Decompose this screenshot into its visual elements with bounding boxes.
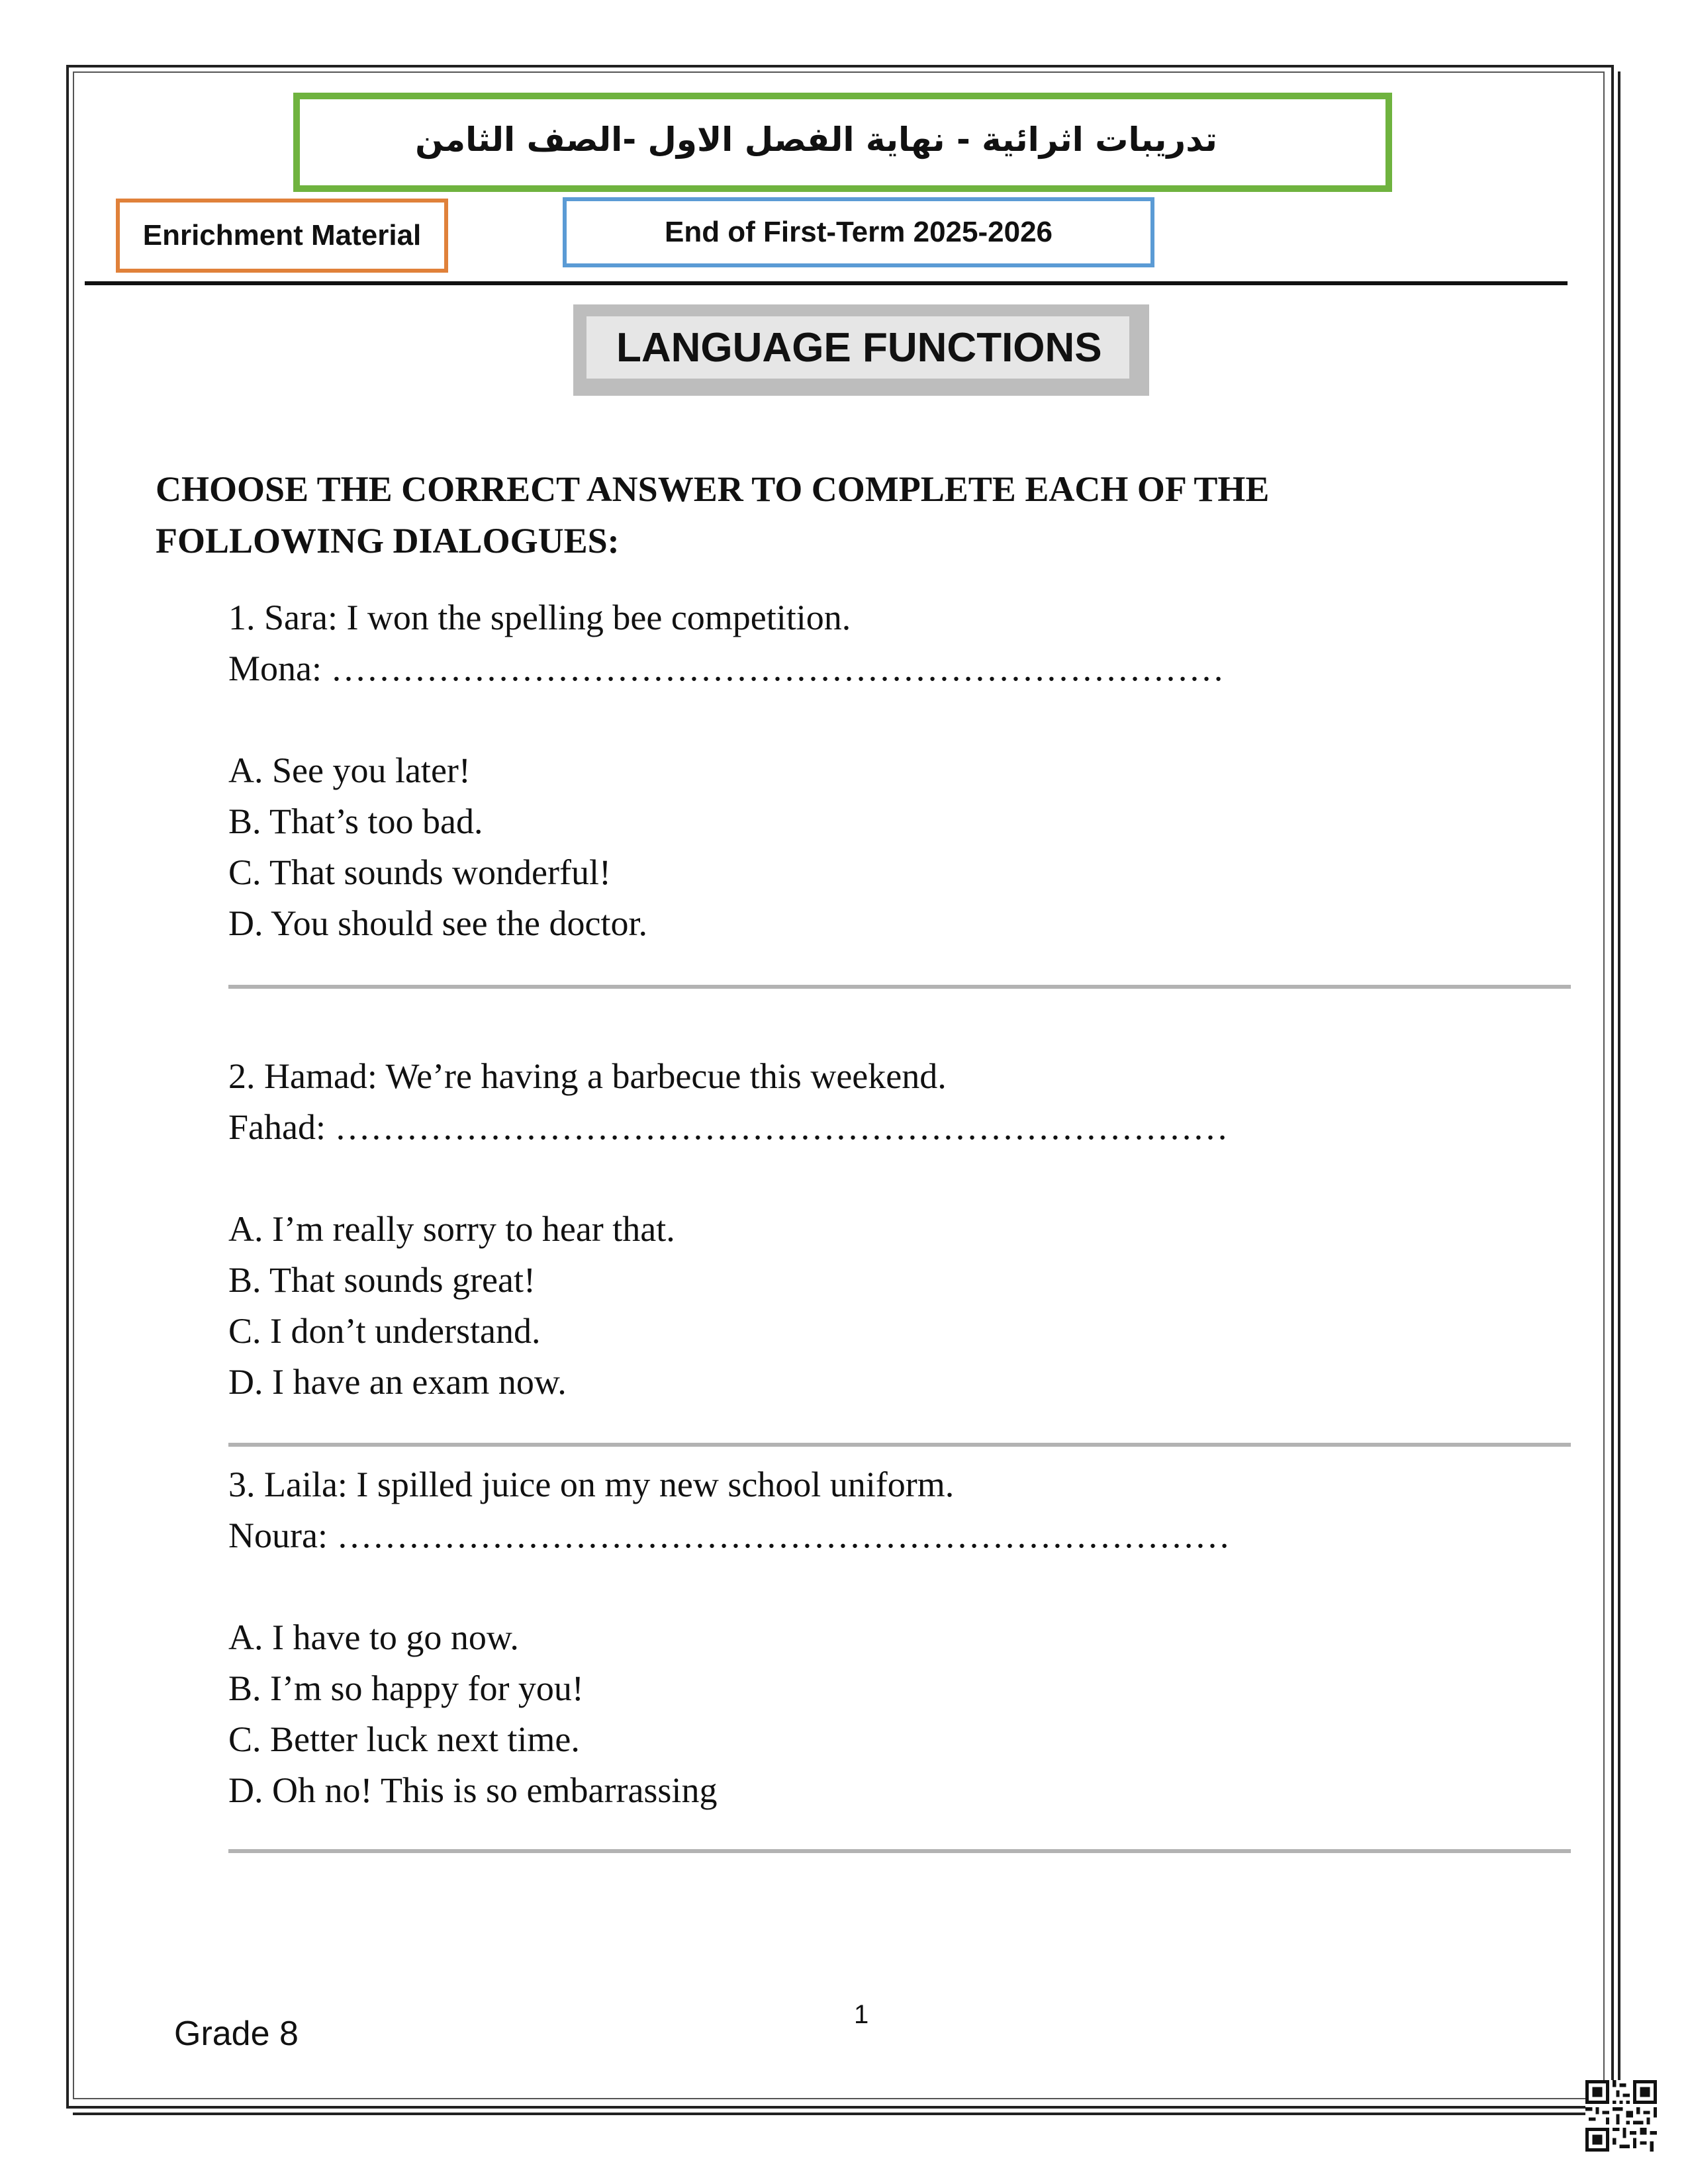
term-box [563,197,1154,267]
page-number: 1 [854,2000,869,2029]
options-list [228,745,1519,949]
question-response-blank: Noura: ………………………………………………………………… [228,1516,1231,1555]
instructions [156,463,1513,567]
question-2 [228,1051,1519,1408]
question-3 [228,1459,1519,1816]
section-title: LANGUAGE FUNCTIONS [586,316,1129,379]
option-c[interactable]: C. Better luck next time. [228,1719,580,1759]
arabic-title: تدريبات اثرائية - نهاية الفصل الاول -الصف الثامن [415,120,1217,159]
question-response-blank: Mona: ………………………………………………………………… [228,649,1225,688]
option-b[interactable]: B. That’s too bad. [228,801,483,841]
header-divider [85,281,1568,285]
question-prompt: 2. Hamad: We’re having a barbecue this weekend. [228,1056,947,1096]
option-a[interactable]: A. I’m really sorry to hear that. [228,1209,675,1249]
section-banner [573,304,1149,396]
enrichment-label: Enrichment Material [142,219,422,251]
option-a[interactable]: A. I have to go now. [228,1617,519,1657]
question-prompt: 3. Laila: I spilled juice on my new school uniform. [228,1465,955,1504]
qr-code-icon [1585,2080,1657,2152]
option-c[interactable]: C. That sounds wonderful! [228,852,611,892]
separator-3 [228,1849,1571,1853]
option-d[interactable]: D. Oh no! This is so embarrassing [228,1770,718,1810]
term-label: End of First-Term 2025-2026 [664,216,1053,248]
question-prompt: 1. Sara: I won the spelling bee competition. [228,598,851,637]
grade-label: Grade 8 [174,2015,299,2053]
option-b[interactable]: B. That sounds great! [228,1260,536,1300]
question-response-blank: Fahad: ………………………………………………………………… [228,1107,1229,1147]
option-a[interactable]: A. See you later! [228,751,471,790]
instructions-line-1: CHOOSE THE CORRECT ANSWER TO COMPLETE EACH OF THE [156,469,1270,509]
option-c[interactable]: C. I don’t understand. [228,1311,541,1351]
option-b[interactable]: B. I’m so happy for you! [228,1668,584,1708]
options-list [228,1204,1519,1408]
arabic-title-box [293,93,1392,192]
options-list [228,1612,1519,1816]
option-d[interactable]: D. I have an exam now. [228,1362,567,1402]
option-d[interactable]: D. You should see the doctor. [228,903,647,943]
separator-1 [228,985,1571,989]
enrichment-material-box [116,199,448,273]
instructions-line-2: FOLLOWING DIALOGUES: [156,521,620,561]
question-1 [228,592,1519,949]
separator-2 [228,1443,1571,1447]
